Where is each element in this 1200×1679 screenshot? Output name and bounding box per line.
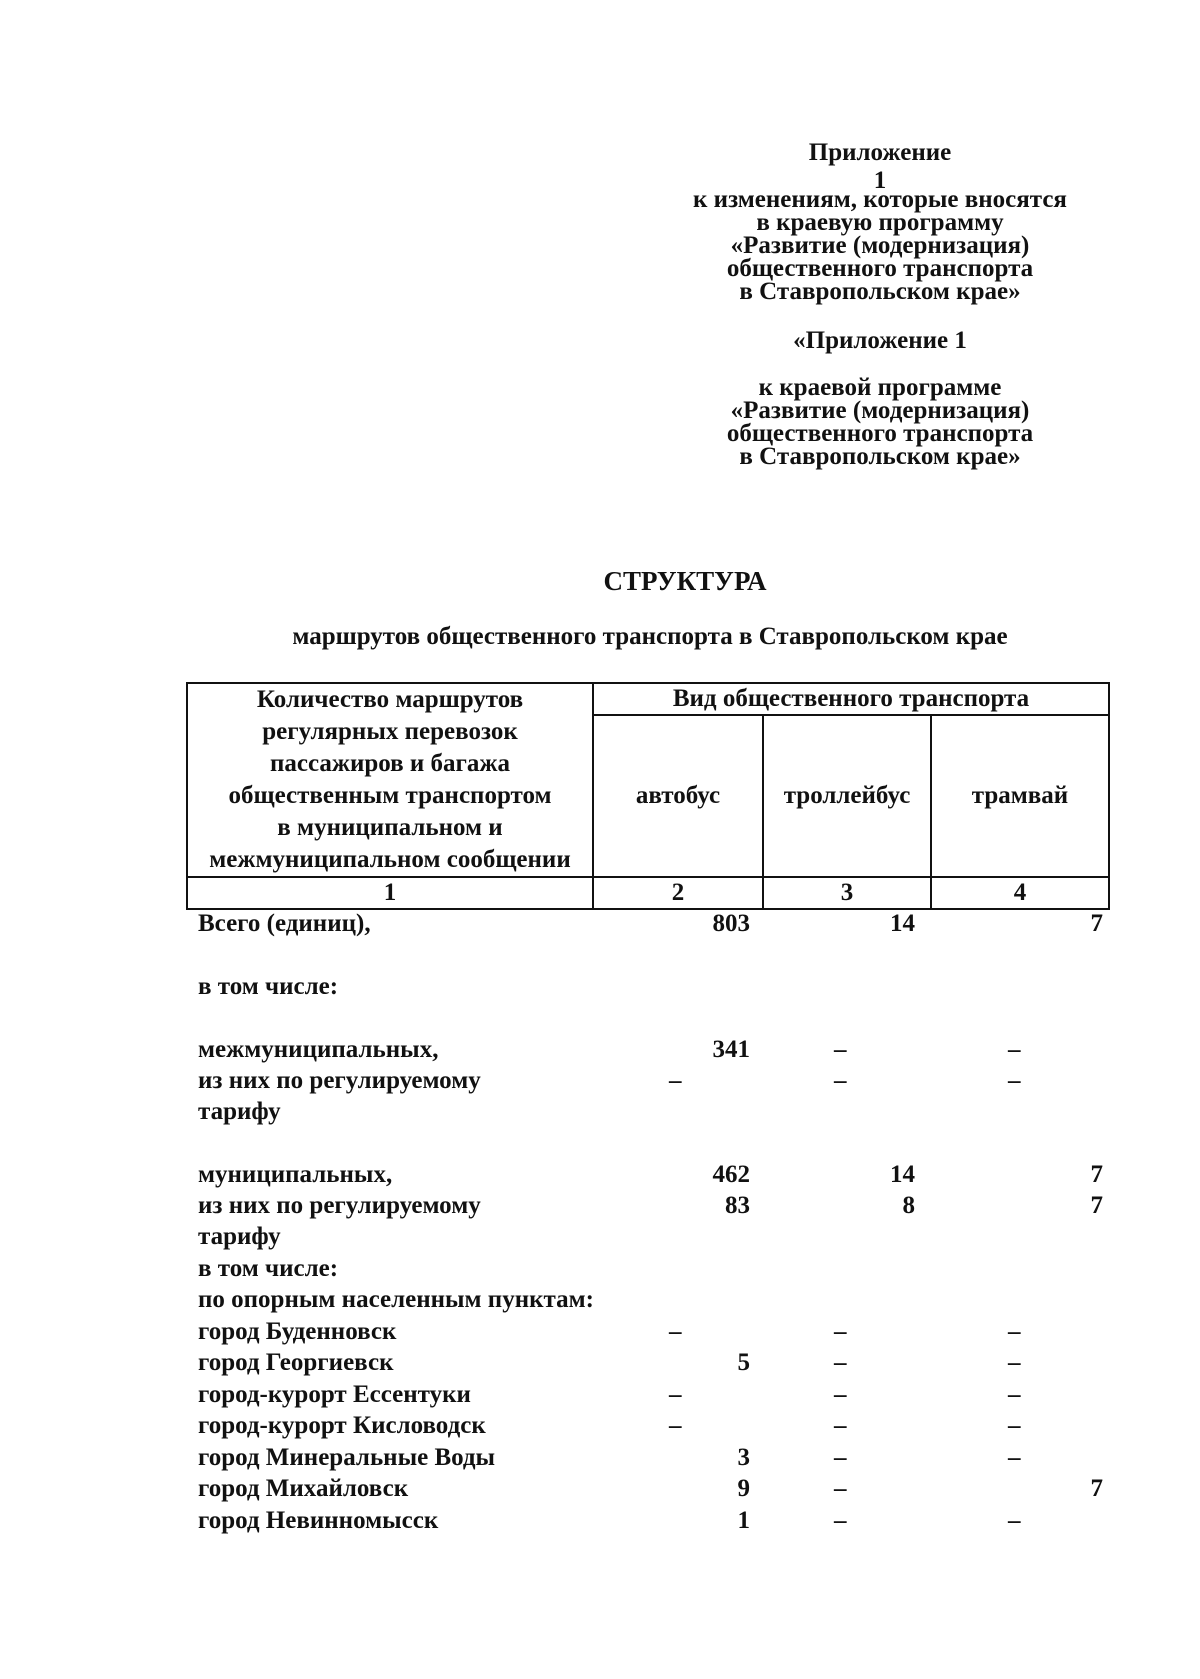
tram-value: 7: [1090, 1192, 1103, 1219]
trolleybus-value: 14: [890, 910, 915, 937]
trolleybus-value: –: [834, 1349, 847, 1376]
row-label: в том числе:: [198, 1255, 339, 1282]
column-number: 3: [763, 877, 931, 909]
transport-type-header: Вид общественного транспорта: [593, 683, 1109, 715]
trolleybus-value: 14: [890, 1161, 915, 1188]
row-header-line: регулярных перевозок: [262, 718, 518, 745]
table-row: [0, 910, 1200, 940]
row-label: город Невинномысск: [198, 1507, 439, 1534]
row-label: муниципальных,: [198, 1161, 393, 1188]
table-row: [0, 1223, 1200, 1253]
trolleybus-value: 8: [902, 1192, 915, 1219]
column-number: 4: [931, 877, 1109, 909]
column-number: 2: [593, 877, 763, 909]
table-row: [0, 1098, 1200, 1128]
table-row: [0, 1036, 1200, 1066]
row-header-line: пассажиров и багажа: [269, 750, 511, 777]
table-row: [0, 1412, 1200, 1442]
row-header-line: общественным транспортом: [228, 782, 552, 809]
appendix-to-program: [670, 376, 1090, 468]
trolleybus-value: –: [834, 1067, 847, 1094]
document-title: СТРУКТУРА: [603, 566, 767, 596]
tram-value: 7: [1090, 1161, 1103, 1188]
tram-value: 7: [1090, 1475, 1103, 1502]
appendix-line: общественного транспорта: [726, 420, 1034, 447]
table-row: [0, 973, 1200, 1003]
appendix-to-changes: [670, 188, 1090, 303]
tram-value: –: [1008, 1318, 1021, 1345]
column-header-tram: трамвай: [931, 715, 1109, 877]
table-row: [0, 1067, 1200, 1097]
tram-value: 7: [1090, 910, 1103, 937]
trolleybus-value: –: [834, 1444, 847, 1471]
row-label: город Георгиевск: [198, 1349, 394, 1376]
bus-value: –: [669, 1318, 682, 1345]
appendix-title: Приложение 1: [808, 139, 952, 194]
row-label: из них по регулируемому: [198, 1192, 481, 1219]
bus-value: 3: [737, 1444, 750, 1471]
row-label: город-курорт Кисловодск: [198, 1412, 486, 1439]
row-label: город Михайловск: [198, 1475, 409, 1502]
row-label: город Буденновск: [198, 1318, 397, 1345]
row-label: межмуниципальных,: [198, 1036, 439, 1063]
row-label: в том числе:: [198, 973, 339, 1000]
row-header-line: межмуниципальном сообщении: [209, 846, 571, 873]
column-number: 1: [187, 877, 593, 909]
column-header-bus: автобус: [593, 715, 763, 877]
trolleybus-value: –: [834, 1036, 847, 1063]
row-label: тарифу: [198, 1223, 281, 1250]
bus-value: –: [669, 1067, 682, 1094]
table-row: [0, 1444, 1200, 1474]
table-row: [0, 1161, 1200, 1191]
table-row: [0, 1286, 1200, 1316]
tram-value: –: [1008, 1412, 1021, 1439]
trolleybus-value: –: [834, 1475, 847, 1502]
appendix-line: к изменениям, которые вносятся: [693, 186, 1067, 213]
tram-value: –: [1008, 1036, 1021, 1063]
document-subtitle: маршрутов общественного транспорта в Ставропольском крае: [292, 623, 1008, 650]
quote-appendix-title: «Приложение 1: [793, 327, 967, 354]
appendix-line: «Развитие (модернизация): [730, 397, 1030, 424]
table-row: [0, 1192, 1200, 1222]
trolleybus-value: –: [834, 1507, 847, 1534]
bus-value: 1: [737, 1507, 750, 1534]
row-label: из них по регулируемому: [198, 1067, 481, 1094]
appendix-line: «Развитие (модернизация): [730, 232, 1030, 259]
table-row: [0, 1318, 1200, 1348]
tram-value: –: [1008, 1507, 1021, 1534]
table-row: [0, 1381, 1200, 1411]
row-label: Всего (единиц),: [198, 910, 371, 937]
trolleybus-value: –: [834, 1318, 847, 1345]
table-row: [0, 1475, 1200, 1505]
row-header-cell: [187, 683, 593, 877]
tram-value: –: [1008, 1349, 1021, 1376]
row-label: город-курорт Ессентуки: [198, 1381, 471, 1408]
appendix-line: в Ставропольском крае»: [739, 443, 1021, 470]
bus-value: 462: [712, 1161, 750, 1188]
row-header-line: в муниципальном и: [277, 814, 503, 841]
column-header-trolleybus: троллейбус: [763, 715, 931, 877]
bus-value: 83: [725, 1192, 750, 1219]
appendix-line: к краевой программе: [758, 374, 1002, 401]
bus-value: –: [669, 1381, 682, 1408]
bus-value: 341: [712, 1036, 750, 1063]
row-label: по опорным населенным пунктам:: [198, 1286, 594, 1313]
appendix-line: в Ставропольском крае»: [739, 278, 1021, 305]
routes-table-header: [186, 682, 1110, 910]
row-label: город Минеральные Воды: [198, 1444, 496, 1471]
table-row: [0, 1255, 1200, 1285]
table-row: [0, 1507, 1200, 1537]
bus-value: 9: [737, 1475, 750, 1502]
row-header-line: Количество маршрутов: [256, 686, 524, 713]
appendix-line: в краевую программу: [756, 209, 1004, 236]
tram-value: –: [1008, 1381, 1021, 1408]
bus-value: –: [669, 1412, 682, 1439]
tram-value: –: [1008, 1444, 1021, 1471]
trolleybus-value: –: [834, 1381, 847, 1408]
table-row: [0, 1349, 1200, 1379]
tram-value: –: [1008, 1067, 1021, 1094]
bus-value: 5: [737, 1349, 750, 1376]
trolleybus-value: –: [834, 1412, 847, 1439]
bus-value: 803: [712, 910, 750, 937]
row-label: тарифу: [198, 1098, 281, 1125]
appendix-line: общественного транспорта: [726, 255, 1034, 282]
